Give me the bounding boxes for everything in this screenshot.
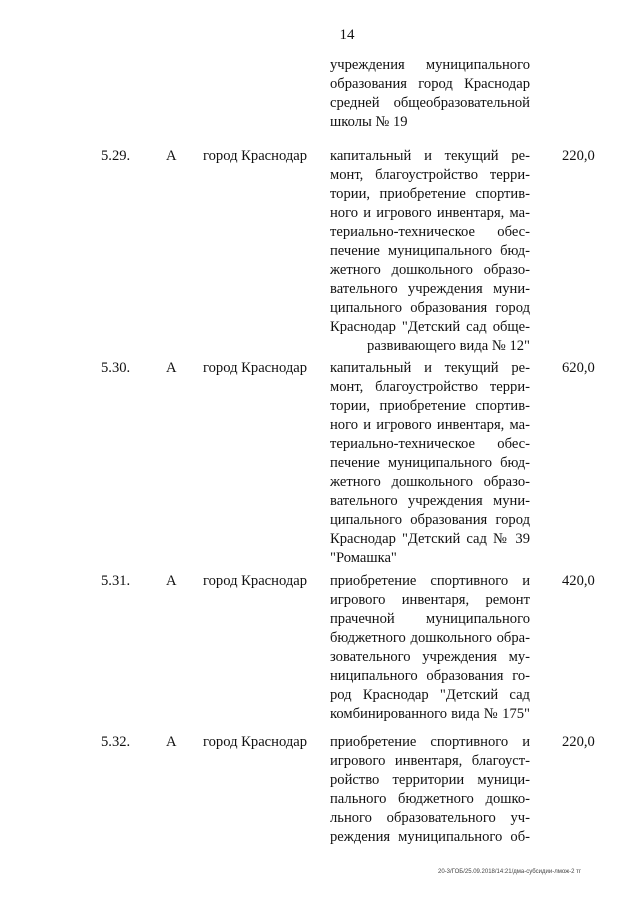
- row-amount: 620,0: [562, 360, 595, 376]
- row-description: [330, 359, 530, 568]
- description-line: развивающего вида № 12": [367, 338, 530, 354]
- document-footer: 20-3/ГОБ/25.09.2018/14:21/дма-субсидии-лмож-2 тг: [438, 869, 582, 875]
- row-number: 5.29.: [101, 148, 131, 164]
- description-line: бюджетного дошкольного обра-: [330, 630, 530, 646]
- row-category: А: [166, 573, 177, 589]
- page-number: 14: [339, 27, 355, 43]
- description-line: зовательного учреждения му-: [330, 649, 530, 665]
- description-line: териально-техническое обес-: [330, 436, 530, 452]
- row-category: А: [166, 360, 177, 376]
- description-line: льного образовательного уч-: [330, 810, 530, 826]
- description-line: приобретение спортивного и: [330, 573, 530, 589]
- description-line: териально-техническое обес-: [330, 224, 530, 240]
- description-line: ципального образования город: [330, 300, 530, 316]
- description-line: тории, приобретение спортив-: [330, 186, 530, 202]
- description-line: печение муниципального бюд-: [330, 243, 530, 259]
- row-amount: 220,0: [562, 734, 595, 750]
- row-description: [330, 572, 530, 724]
- continued-description: [330, 56, 530, 132]
- description-line: приобретение спортивного и: [330, 734, 530, 750]
- description-line: Краснодар "Детский сад № 39: [330, 531, 530, 547]
- description-line: Краснодар "Детский сад обще-: [330, 319, 530, 335]
- description-line: ного и игрового инвентаря, ма-: [330, 417, 530, 433]
- description-line: образования город Краснодар: [330, 76, 530, 92]
- description-line: монт, благоустройство терри-: [330, 379, 530, 395]
- description-line: школы № 19: [330, 114, 408, 130]
- row-description: [330, 147, 530, 356]
- row-category: А: [166, 148, 177, 164]
- description-line: комбинированного вида № 175": [330, 706, 530, 722]
- description-line: тории, приобретение спортив-: [330, 398, 530, 414]
- row-number: 5.31.: [101, 573, 131, 589]
- description-line: ройство территории муници-: [330, 772, 530, 788]
- description-line: реждения муниципального об-: [330, 829, 530, 845]
- row-description: [330, 733, 530, 847]
- description-line: жетного дошкольного образо-: [330, 262, 530, 278]
- description-line: печение муниципального бюд-: [330, 455, 530, 471]
- description-line: ниципального образования го-: [330, 668, 530, 684]
- description-line: ного и игрового инвентаря, ма-: [330, 205, 530, 221]
- row-amount: 420,0: [562, 573, 595, 589]
- description-line: игрового инвентаря, благоуст-: [330, 753, 530, 769]
- row-amount: 220,0: [562, 148, 595, 164]
- description-line: монт, благоустройство терри-: [330, 167, 530, 183]
- description-line: вательного учреждения муни-: [330, 281, 530, 297]
- row-location: город Краснодар: [203, 148, 308, 164]
- description-line: прачечной муниципального: [330, 611, 530, 627]
- row-number: 5.32.: [101, 734, 131, 750]
- description-line: род Краснодар "Детский сад: [330, 687, 530, 703]
- description-line: жетного дошкольного образо-: [330, 474, 530, 490]
- row-location: город Краснодар: [203, 734, 308, 750]
- description-line: капитальный и текущий ре-: [330, 360, 530, 376]
- description-line: "Ромашка": [330, 550, 397, 566]
- description-line: капитальный и текущий ре-: [330, 148, 530, 164]
- row-number: 5.30.: [101, 360, 131, 376]
- row-location: город Краснодар: [203, 573, 308, 589]
- row-category: А: [166, 734, 177, 750]
- description-line: учреждения муниципального: [330, 57, 530, 73]
- description-line: пального бюджетного дошко-: [330, 791, 530, 807]
- description-line: средней общеобразовательной: [330, 95, 530, 111]
- row-location: город Краснодар: [203, 360, 308, 376]
- description-line: ципального образования город: [330, 512, 530, 528]
- description-line: вательного учреждения муни-: [330, 493, 530, 509]
- description-line: игрового инвентаря, ремонт: [330, 592, 530, 608]
